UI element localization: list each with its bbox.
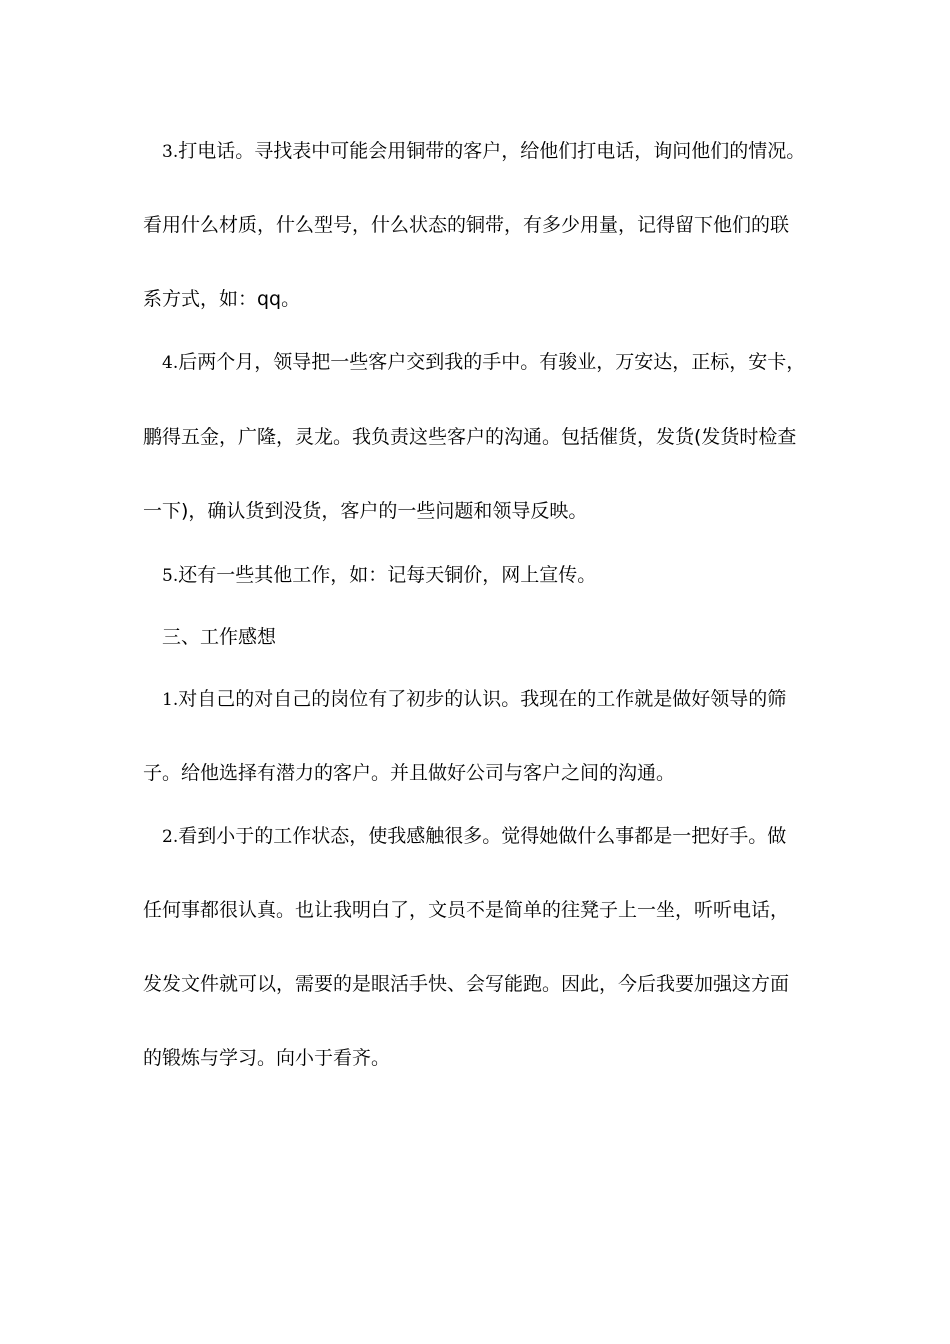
paragraph-4-line-3 bbox=[143, 498, 823, 524]
paragraph-4-line-1 bbox=[162, 349, 842, 376]
paragraph-2-line-2 bbox=[143, 897, 823, 923]
line-text: 系方式，如：qq。 bbox=[143, 288, 301, 310]
line-text: 看用什么材质，什么型号，什么状态的铜带，有多少用量，记得留下他们的联 bbox=[143, 214, 790, 236]
paragraph-3-line-3 bbox=[143, 286, 823, 312]
item-number: 4. bbox=[162, 353, 179, 373]
paragraph-2-line-3 bbox=[143, 971, 823, 997]
paragraph-3-line-2 bbox=[143, 212, 823, 238]
paragraph-4-line-2 bbox=[143, 424, 823, 450]
paragraph-1-line-2 bbox=[143, 760, 823, 786]
item-number: 1. bbox=[162, 690, 179, 710]
line-text: 任何事都很认真。也让我明白了，文员不是简单的往凳子上一坐，听听电话， bbox=[143, 899, 790, 921]
paragraph-2-line-4 bbox=[143, 1045, 823, 1071]
line-text: 打电话。寻找表中可能会用铜带的客户，给他们打电话，询问他们的情况。 bbox=[178, 140, 806, 162]
item-number: 2. bbox=[162, 827, 179, 847]
item-number: 5. bbox=[162, 566, 179, 586]
line-text: 后两个月，领导把一些客户交到我的手中。有骏业，万安达，正标，安卡， bbox=[178, 351, 806, 373]
paragraph-3-line-1 bbox=[162, 138, 842, 165]
line-text: 发发文件就可以，需要的是眼活手快、会写能跑。因此，今后我要加强这方面 bbox=[143, 973, 790, 995]
line-text: 的锻炼与学习。向小于看齐。 bbox=[143, 1047, 391, 1069]
paragraph-2-line-1 bbox=[162, 823, 842, 850]
heading-text: 三、工作感想 bbox=[162, 626, 277, 648]
item-number: 3. bbox=[162, 142, 179, 162]
line-text: 鹏得五金，广隆，灵龙。我负责这些客户的沟通。包括催货，发货(发货时检查 bbox=[143, 426, 797, 448]
section-heading bbox=[162, 624, 842, 650]
line-text: 还有一些其他工作，如：记每天铜价，网上宣传。 bbox=[178, 564, 597, 586]
line-text: 一下)，确认货到没货，客户的一些问题和领导反映。 bbox=[143, 500, 588, 522]
line-text: 对自己的对自己的岗位有了初步的认识。我现在的工作就是做好领导的筛 bbox=[178, 688, 787, 710]
line-text: 看到小于的工作状态，使我感触很多。觉得她做什么事都是一把好手。做 bbox=[178, 825, 787, 847]
paragraph-1-line-1 bbox=[162, 686, 842, 713]
line-text: 子。给他选择有潜力的客户。并且做好公司与客户之间的沟通。 bbox=[143, 762, 676, 784]
paragraph-5-line-1 bbox=[162, 562, 842, 589]
